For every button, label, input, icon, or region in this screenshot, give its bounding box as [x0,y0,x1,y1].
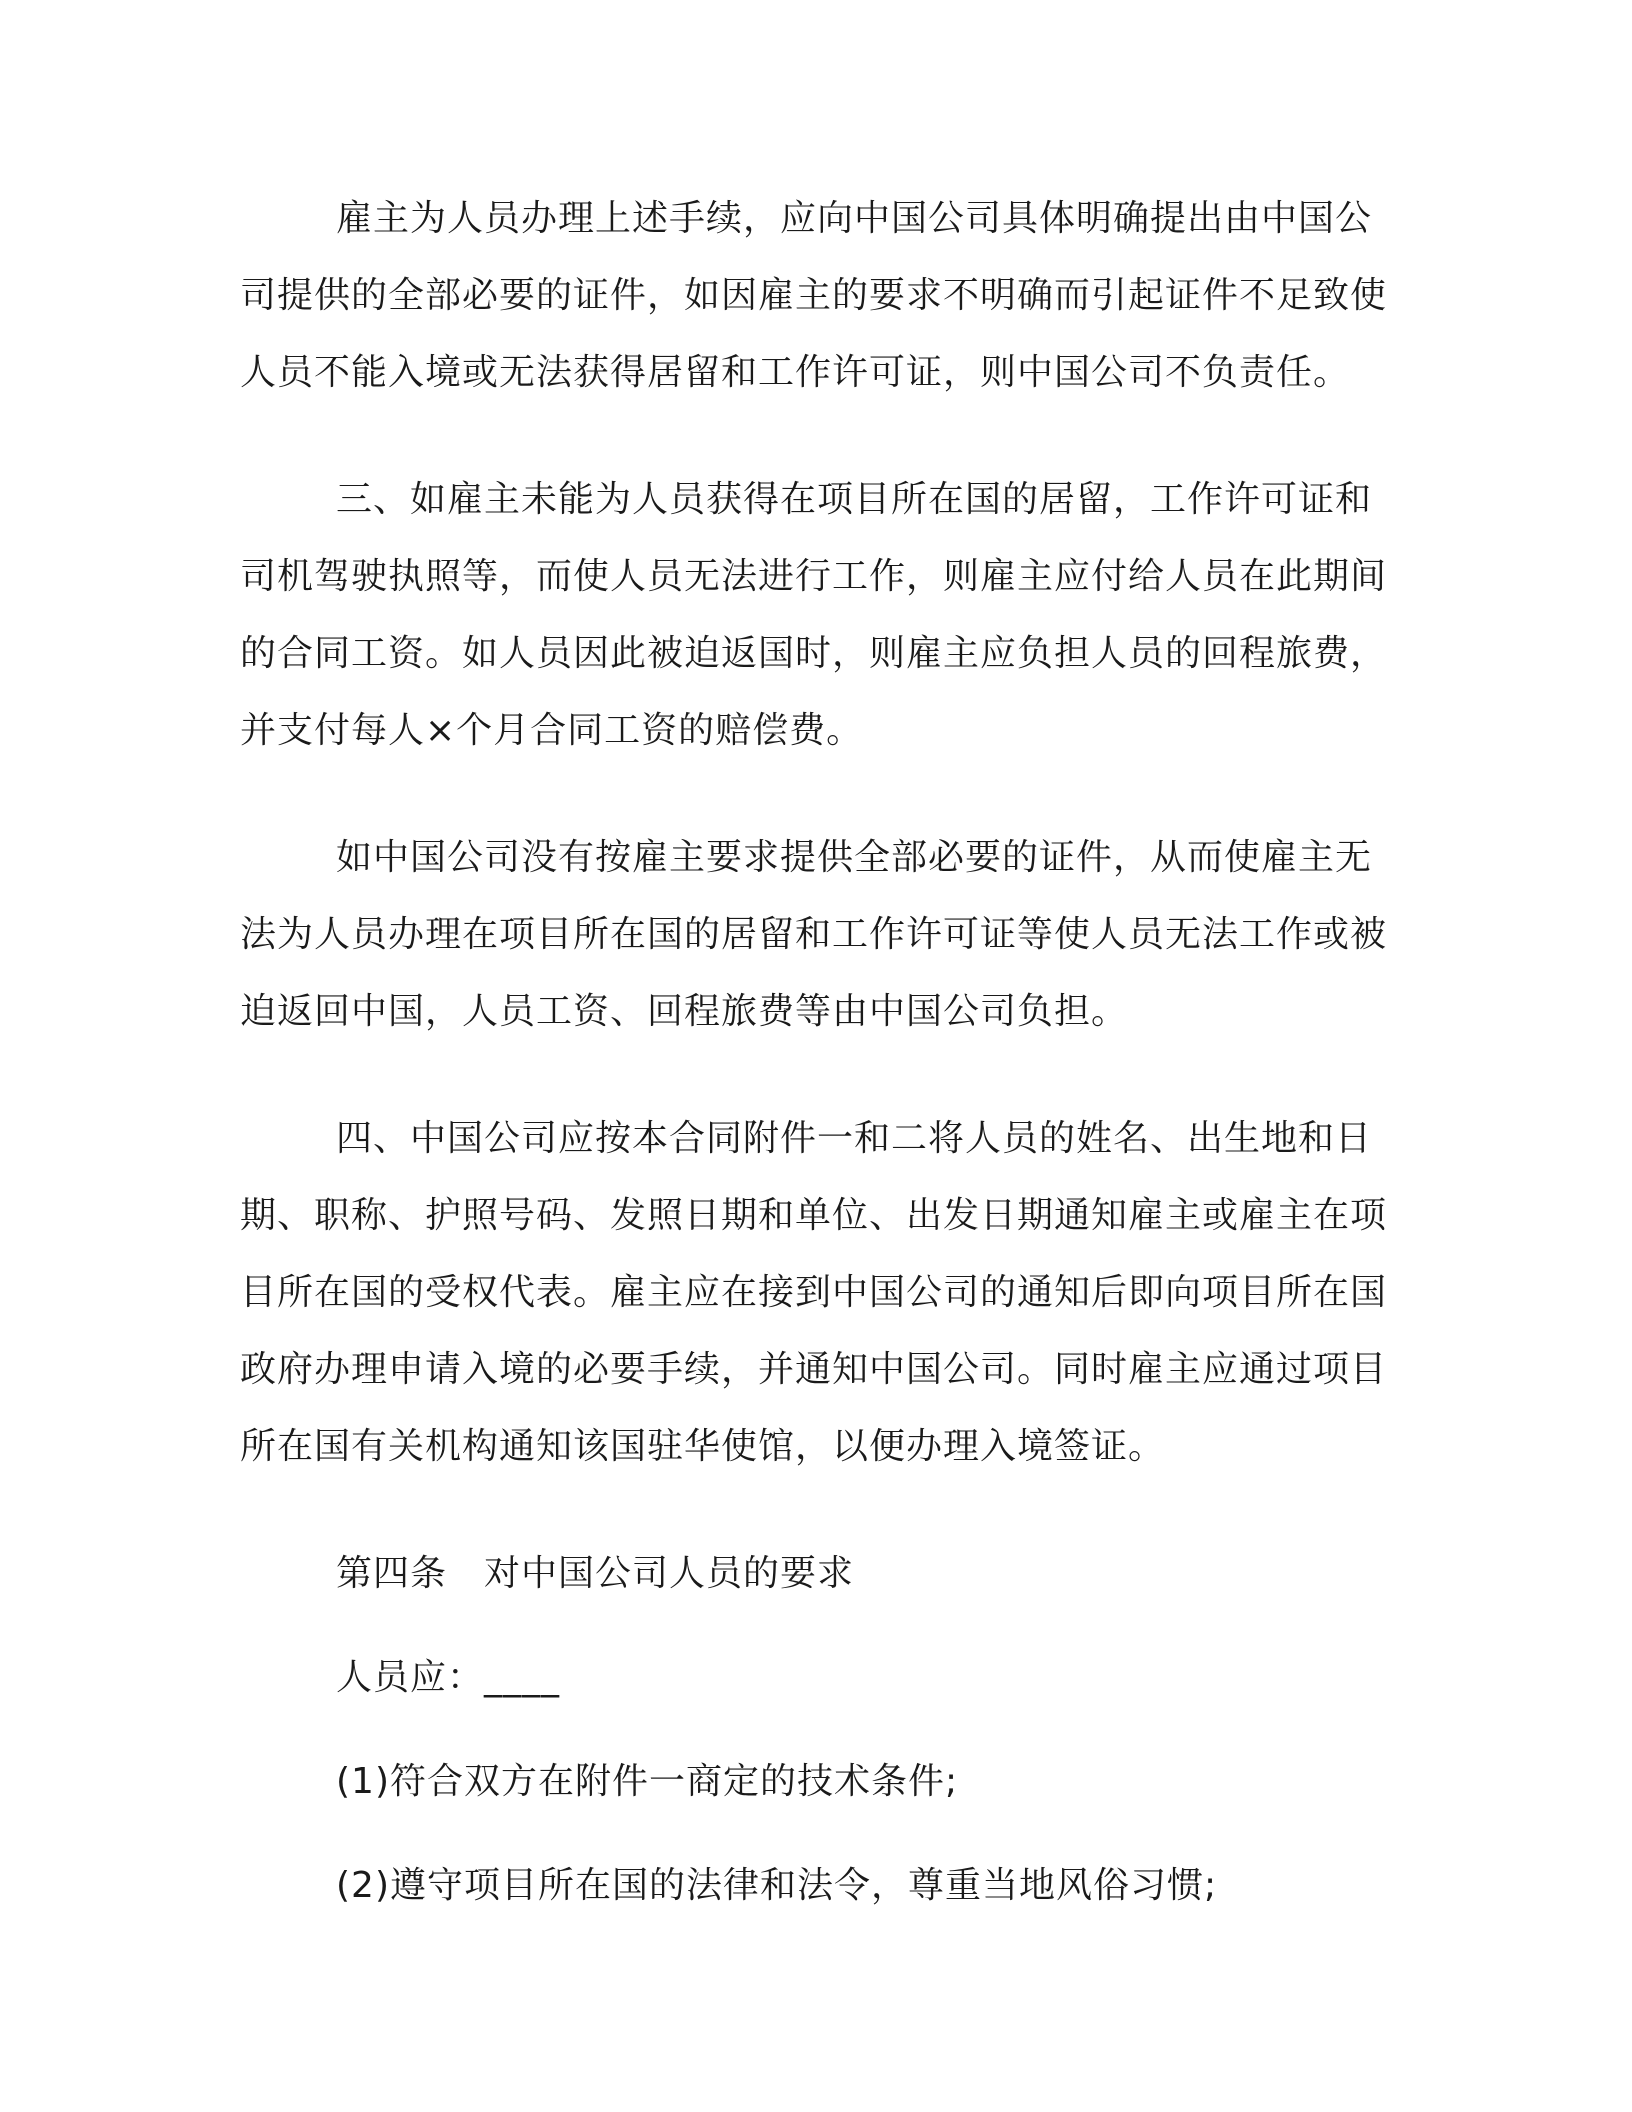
paragraph-employer-procedures: 雇主为人员办理上述手续，应向中国公司具体明确提出由中国公司提供的全部必要的证件，如因雇主的要求不明确而引起证件不足致使人员不能入境或无法获得居留和工作许可证，则中国公司不负责任。 [240,198,1388,393]
list-item-1: (1)符合双方在附件一商定的技术条件; [336,1761,959,1802]
paragraph-clause-four: 四、中国公司应按本合同附件一和二将人员的姓名、出生地和日期、职称、护照号码、发照日期和单位、出发日期通知雇主或雇主在项目所在国的受权代表。雇主应在接到中国公司的通知后即向项目所在国政府办理申请入境的必要手续，并通知中国公司。同时雇主应通过项目所在国有关机构通知该国驻华使馆，以便办理入境签证。 [240,1118,1388,1467]
list-item-2: (2)遵守项目所在国的法律和法令，尊重当地风俗习惯; [336,1865,1218,1906]
article-heading: 第四条 对中国公司人员的要求 [336,1553,855,1594]
intro-line: 人员应：____ [336,1657,561,1698]
paragraph-chinese-company-liability: 如中国公司没有按雇主要求提供全部必要的证件，从而使雇主无法为人员办理在项目所在国的居留和工作许可证等使人员无法工作或被迫返回中国，人员工资、回程旅费等由中国公司负担。 [240,837,1388,1032]
document-body [240,180,1390,1924]
paragraph-clause-three: 三、如雇主未能为人员获得在项目所在国的居留，工作许可证和司机驾驶执照等，而使人员无法进行工作，则雇主应付给人员在此期间的合同工资。如人员因此被迫返国时，则雇主应负担人员的回程旅费，并支付每人×个月合同工资的赔偿费。 [240,479,1388,751]
